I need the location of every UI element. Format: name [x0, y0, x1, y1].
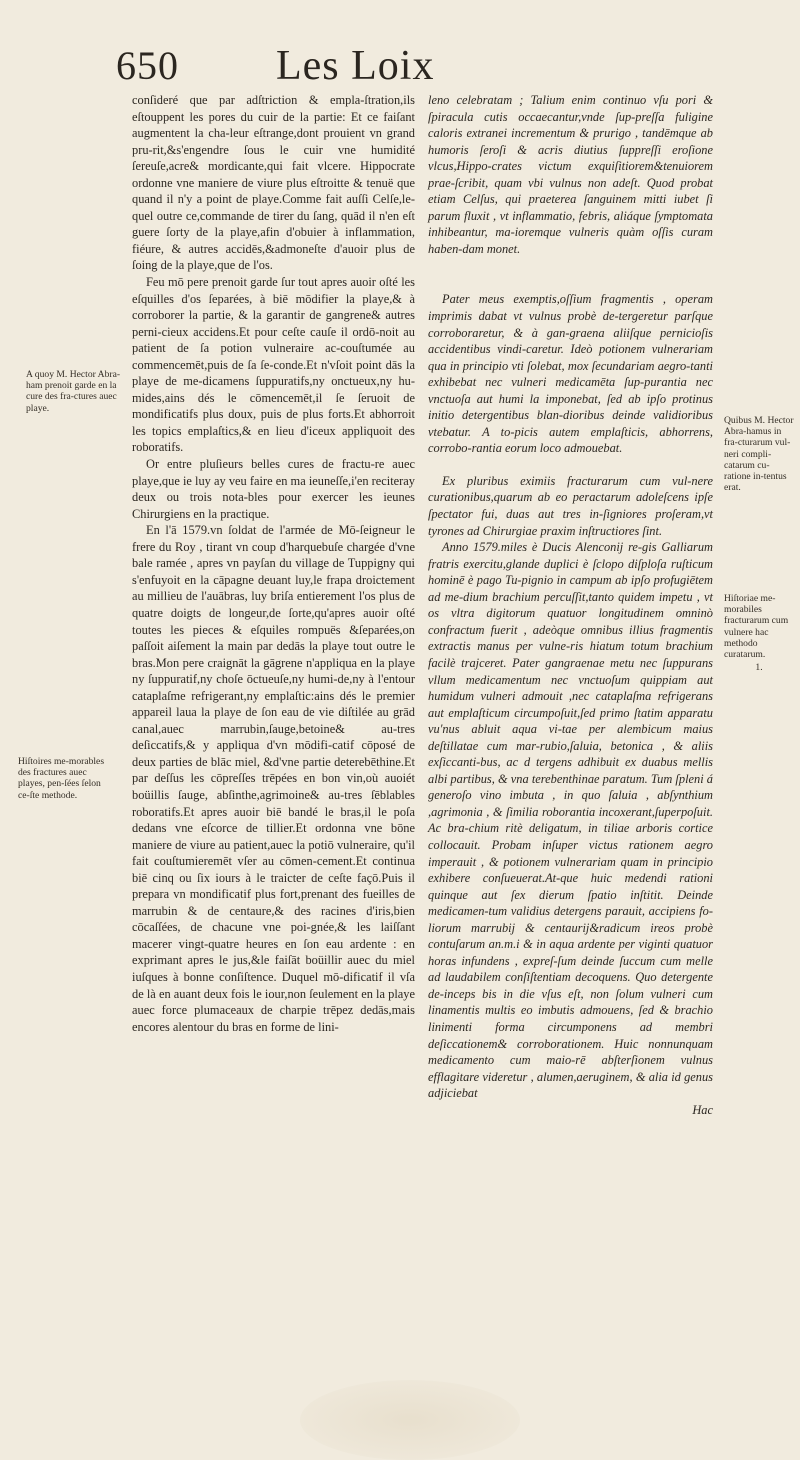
latin-paragraph-3: Ex pluribus eximiis fracturarum cum vul-nere curationibus,quarum ab eo peractarum adoleſcens ipſe ſpectator fui, duas aut tres in-ſigniores proſeram,vt tyrones ad Chirurgiae praxim inſtructiores ſint. — [428, 473, 713, 538]
french-column — [132, 92, 415, 1035]
paper-stain — [300, 1380, 520, 1460]
margin-note-right-2-mark: 1. — [755, 662, 763, 674]
french-paragraph-3: Or entre pluſieurs belles cures de fractu-re auec playe,que ie luy ay veu faire en ma ieuneſſe,i'en reciteray deux ou trois nota-bles pour exercer les ieunes Chirurgiens en la practique. — [132, 457, 415, 521]
french-paragraph-1: conſideré que par adſtriction & empla-ſtration,ils eſtouppent les pores du cuir de la partie: Et ce faiſant augmentent la cha-leur eſtrange,dont prouient vn grand pru-rit,&s'engendre ſous le cuir vne humidité ſereuſe,acre& mordicante,qui fait vlcere. Hippocrate ordonne vne maniere de viure plus eſtroitte & tenuë que quand il n'y a point de playe.Comme fait auſſi Celſe,le-quel outre ce,commande de tirer du ſang, quād il n'en eſt guere ſorty de la playe,afin d'obuier à inflammation, fiéure, & autres accidēs,&admoneſte d'auoir plus de ſoing de la playe,que de l'os. — [132, 93, 415, 273]
latin-column — [428, 92, 713, 1118]
latin-paragraph-4: Anno 1579.miles è Ducis Alenconij re-gis Galliarum fratris exercitu,glande duplici è ſclopo diſploſa ruſticum hominē è pago Tu-pignio in campum ab ipſo profugiētem ad me-dium brachium percuſſit,tanto quidem impetu , vt os vltra digitorum quatuor longitudinem omninò confractum fuerit , adeòque omnibus illius fragmentis extractis manus per vulne-ris hiatum totum brachium facilè trajceret. Pater gangraenae metu nec ſuppurans vllum medicamentum nec vnctuoſum quippiam aut humidum vulneri admouit ,nec cataplaſma refrigerans aut emplaſticum circumpoſuit,ſed primo ſtatim apparatu vu'nus abluit aqua vi-tae per alembicum maius deſtillatae cum mar-rubio,ſaluia, betonica , & aliis exſiccanti-bus, ac d tergens adhibuit ex duabus mellis albi partibus, & vna terebenthinae paratum. Tum ſpleni á generoſo vino imbuta , in quo ſaluia , abſynthium ,agrimonia , & ſimilia roborantia incoxerant,ſuperpoſuit. Ac bra-chium ritè deligatum, in tiliae arboris cortice collocauit. Probam inſuper victus rationem aegro imperauit , & potionem vulnerariam quam in principio exhibere conſueuerat.At-que huic medendi rationi quinque aut ſex dierum ſpatio inſtitit. Deinde medicamen-tum validius detergens parauit, accipiens fo-liorum marrubij & centaurij&radicum ireos probè contuſarum an.m.i & in aqua ardente per viginti quatuor horas infundens , expreſ-ſum deinde ſuccum cum melle ad laudabilem conſiſtentiam decoquens. Quo detergente de-inceps bis in die vſus eſt, non ſolum vulneri cum linamentis multis eo imbutis admouens, ſed & brachio linimenti forma circumponens ad membri deſiccationem& corroborationem. Huic nonnunquam medicamento cum maio-rē abſterſionem vulnus efflagitare videretur , alumen,aeruginem, & alia id genus adjiciebat — [428, 540, 713, 1101]
latin-paragraph-1: leno celebratam ; Talium enim continuo vſu pori & ſpiracula cutis occaecantur,vnde ſup-preſſa fuligine caloris extranei incrementum & prurigo , tandēmque ab humoris ſeroſi & acris diutius ſuppreſſi eroſione vlcus,Hippo-crates victum exquiſitiorem&tenuiorem prae-ſcribit, quam vbi vulnus non adeſt. Quod probat etiam Celſus, qui praeterea ſanguinem mitti iubet ſi parum fluxit , vt inflammatio, febris, aliáque ſymptomata inhibeantur, ma-ioremque vulneris quàm oſſis curam haben-dam monet. — [428, 93, 713, 256]
margin-note-right-2 — [724, 593, 794, 673]
margin-note-left-2: Hiſtoires me-morables des fractures auec playes, pen-ſées ſelon ce-ſte methode. — [18, 756, 105, 801]
margin-note-left-1: A quoy M. Hector Abra-ham prenoit garde en la cure des fra-ctures auec playe. — [26, 369, 121, 414]
margin-note-right-1: Quibus M. Hector Abra-hamus in fra-cturarum vul-neri compli-catarum cu-ratione in-tentus erat. — [724, 415, 794, 494]
latin-paragraph-2: Pater meus exemptis,oſſium fragmentis , operam imprimis dabat vt vulnus probè de-tergeretur parſque corroboraretur, & à gan-graena aliiſque pernicioſis accidentibus vindi-caretur. Ideò potionem vulnerariam qua in principio vti ſolebat, mox ſecundariam aegro-tanti exhibebat nec vulneri medicamēta ſup-purantia nec vnctuoſa aut humi la imponebat, ſed ab ipſo protinus initio detergentibus blan-dioribus deinde validioribus vtebatur. A to-picis autem emplaſticis, abhorrens, corrobo-rantia eorum loco admouebat. — [428, 292, 713, 456]
french-paragraph-4: En l'ā 1579.vn ſoldat de l'armée de Mō-ſeigneur le frere du Roy , tirant vn coup d'harquebuſe chargée d'vne bale ramée , apres vn payſan du village de Tuppigny qui s'enfuyoit en la cāpagne deuant luy,le frapa droictement au millieu de l'auābras, luy briſa entierement l'os plus de quatre doigts de longeur,de ſorte,qu'apres auoir oſté toutes les pieces & eſquiles rompuës &ſeparées,on paſſoit aiſement la main par dedās la playe tout outre le bras.Mon pere craignāt la gāgrene n'appliqua en la playe ny ſuppuratif,ny choſe ōctueuſe,ny humi-de,ny à l'entour cataplaſme refrigerant,ny emplaſtic:ains dés le premier appareil laua la playe de ſon eau de vie diſtilée au grād canal,auec marrubin,ſauge,betoine& au-tres deſiccatifs,& y appliqua d'vn mōdifi-catif cōposé de deux parties de blāc miel, &d'vne partie deterebēthine.Et par deſſus les cōpreſſes trēpées en bon vin,où auoiét boüillis ſauge, abſinthe,agrimoine& au-tres ſēblables roboratifs.Et apres auoir biē bandé le bras,il le poſa dedans vne eſcorce de tillier.Et ordonna vne bōne maniere de viure au patient,auec la potiō vulneraire, qu'il fait couſtumieremēt vſer au cōmen-cement.Et continua biē cinq ou ſix iours à le traicter de ceſte façō.Puis il prepara vn mondificatif plus fort,prenant des fueilles de marrubin & de centaure,& des racines d'iris,bien cōcaſſées, de chacune vne poi-gnée,& les laiſſant macerer vingt-quatre heures en ſon eau ardente : en exprimant apres le jus,&le faiſāt boüillir auec du miel iuſques à bonne conſiſtence. Duquel mō-dificatif il vſa de là en auant deux fois le iour,non ſeulement en la playe auec force plumaceaux de charpie trēpez dedās,mais encores alentour du bras en forme de lini- — [132, 523, 415, 1034]
catchword: Hac — [692, 1102, 713, 1117]
french-paragraph-2: Feu mō pere prenoit garde ſur tout apres auoir oſté les eſquilles d'os ſeparées, à biē mōdifier la playe,& à corroborer la partie, & la garantir de gangrene& autres perni-cieux accidens.Et pour ceſte cauſe il ordō-noit au patient de ſa potion vulneraire ac-couſtumée au commencemēt,puis de ſa ſe-conde.Et n'vſoit point dās la playe de me-dicamens ſuppuratifs,ny onctueux,ny hu-mides,ains dés le cōmencemēt,il ſe ſeruoit de mondificatifs plus doux, puis de plus forts.Et abhorroit les topics emplaſtics,& en lieu d'iceux appliquoit des roboratifs. — [132, 275, 415, 455]
page-header — [108, 38, 748, 94]
margin-note-right-2-text: Hiſtoriae me-morabiles fracturarum cum vulnere hac methodo curatarum. — [724, 593, 789, 661]
running-title: Les Loix — [276, 43, 435, 89]
page-number: 650 — [116, 43, 179, 88]
